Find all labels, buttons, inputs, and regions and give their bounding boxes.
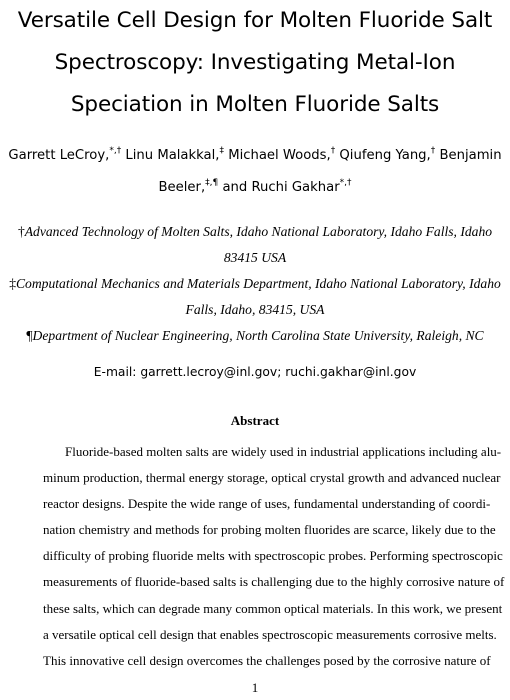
author-name: Beeler,	[158, 180, 206, 195]
abstract-line: difficulty of probing fluoride melts with spectroscopic probes. Performing spectroscopic	[43, 548, 503, 564]
affiliation-mark: ¶	[26, 328, 33, 343]
author-affil-mark: *,†	[339, 177, 352, 188]
affiliation-line	[0, 271, 510, 297]
affiliation-line	[0, 323, 510, 349]
abstract-line: reactor designs. Despite the wide range of uses, fundamental understanding of coordi-	[43, 496, 491, 512]
affiliation-mark: †	[17, 224, 25, 239]
affiliation-line: 83415 USA	[223, 250, 287, 265]
abstract-line: minum production, thermal energy storage, optical crystal growth and advanced nuclear	[43, 470, 501, 486]
abstract-body	[43, 439, 505, 674]
author-name: Garrett LeCroy,	[8, 148, 110, 163]
page-number: 1	[251, 680, 259, 695]
author-affil-mark: *,†	[109, 145, 122, 156]
author-affil-mark: †	[430, 145, 436, 156]
affiliation-text: Advanced Technology of Molten Salts, Idaho National Laboratory, Idaho Falls, Idaho	[24, 224, 493, 239]
author-list	[0, 140, 510, 204]
author-affil-mark: ‡	[219, 145, 224, 156]
author-name: Linu Malakkal,	[121, 148, 220, 163]
author-name: and Ruchi Gakhar	[218, 180, 340, 195]
affiliation-mark: ‡	[9, 276, 16, 291]
affiliation-line	[0, 219, 510, 245]
abstract-line: Fluoride-based molten salts are widely used in industrial applications including alu-	[65, 444, 502, 459]
author-affil-mark: †	[330, 145, 336, 156]
title-line: Versatile Cell Design for Molten Fluoride Salt	[17, 8, 493, 33]
abstract-line: This innovative cell design overcomes the challenges posed by the corrosive nature of	[43, 652, 491, 668]
abstract-heading: Abstract	[230, 413, 280, 428]
abstract-line: a versatile optical cell design that enables spectroscopic measurements corrosive melts.	[43, 626, 497, 642]
author-name: Benjamin	[435, 148, 502, 163]
author-line	[0, 140, 510, 172]
title-line: Spectroscopy: Investigating Metal-Ion	[54, 50, 456, 75]
abstract-line: measurements of fluoride-based salts is challenging due to the highly corrosive nature of	[43, 574, 505, 590]
paper-title	[0, 0, 510, 126]
affiliation-text: Computational Mechanics and Materials Department, Idaho National Laboratory, Idaho	[15, 276, 501, 291]
abstract-line: these salts, which can degrade many common optical materials. In this work, we present	[43, 600, 503, 616]
affiliation-list	[0, 219, 510, 349]
contact-email[interactable]: E-mail: garrett.lecroy@inl.gov; ruchi.gakhar@inl.gov	[93, 365, 417, 379]
title-line: Speciation in Molten Fluoride Salts	[70, 92, 440, 117]
affiliation-text: Department of Nuclear Engineering, North Carolina State University, Raleigh, NC	[32, 328, 484, 343]
author-line	[0, 172, 510, 204]
affiliation-line: Falls, Idaho, 83415, USA	[185, 302, 325, 317]
author-affil-mark: ‡,¶	[205, 177, 219, 188]
author-name: Qiufeng Yang,	[335, 148, 431, 163]
abstract-line: nation chemistry and methods for probing molten fluorides are scarce, likely due to the	[43, 522, 496, 538]
author-name: Michael Woods,	[224, 148, 331, 163]
